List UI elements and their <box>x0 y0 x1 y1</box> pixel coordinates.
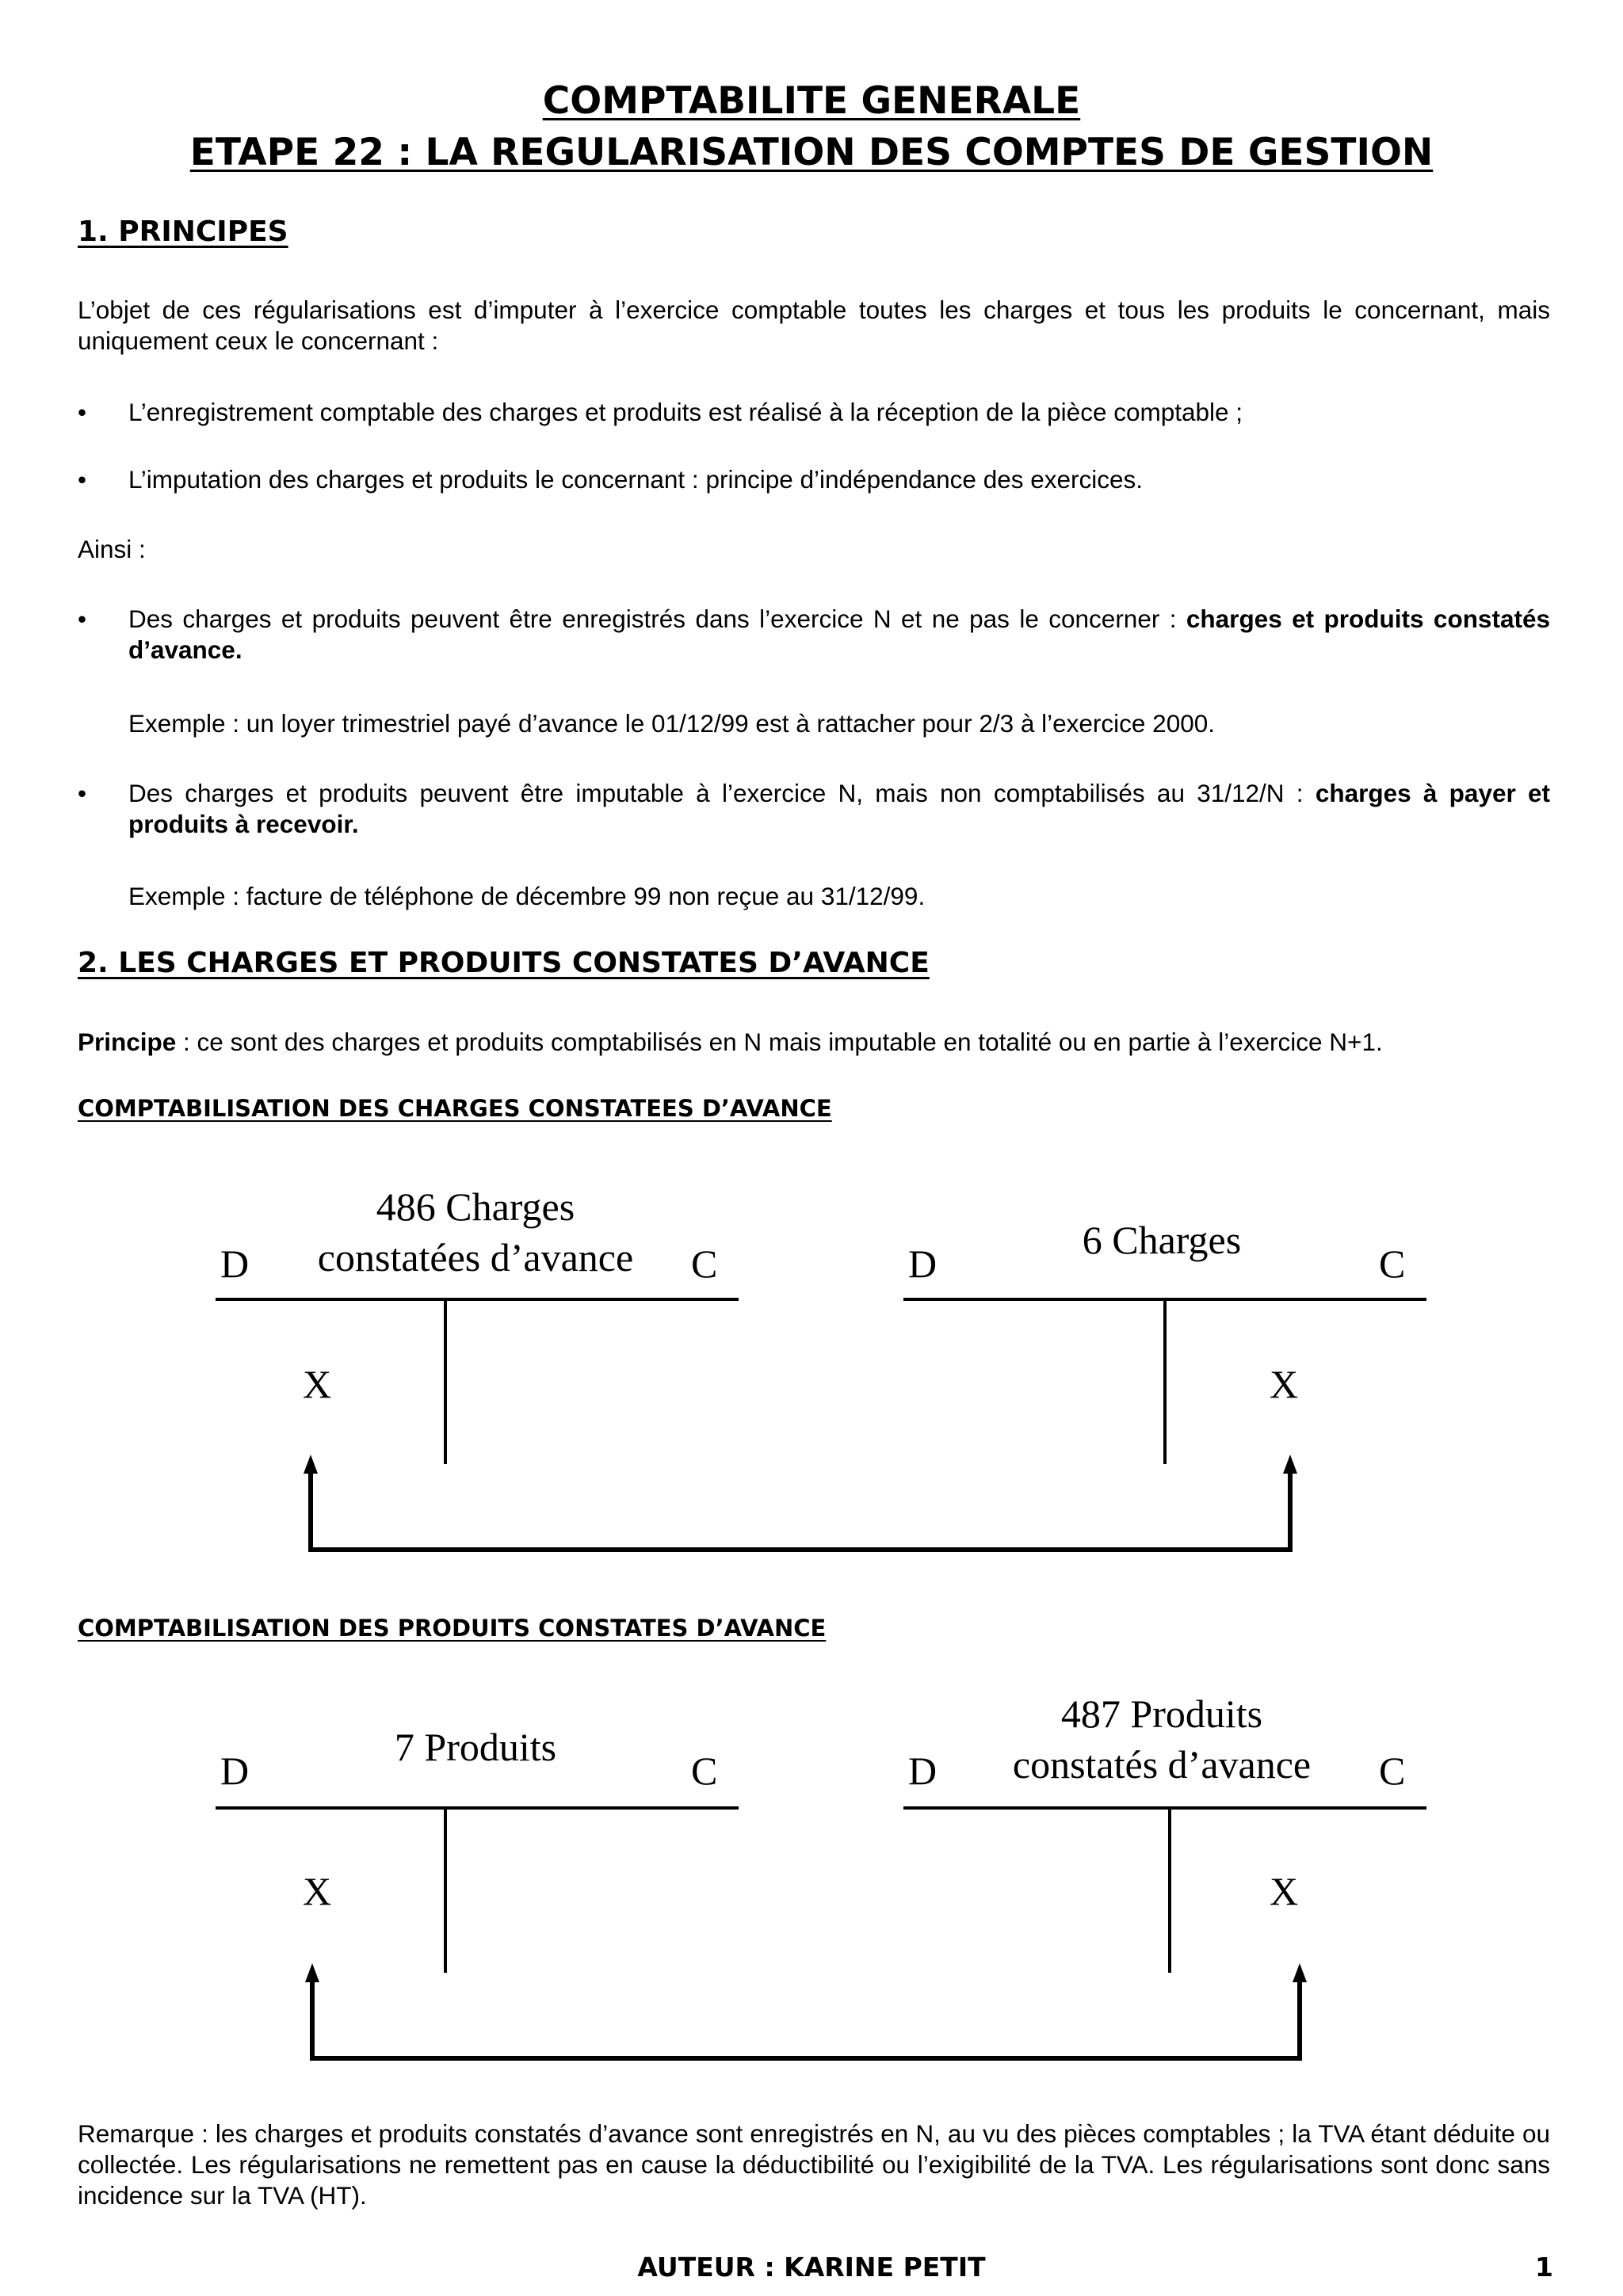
account-486-title-1: 486 Charges <box>376 1184 575 1229</box>
bullet-4-bold: charges à payer et produits à recevoir. <box>128 779 1551 838</box>
bullet-dot: • <box>78 779 87 807</box>
account-6-debit-label: D <box>908 1241 938 1286</box>
t-account-diagram-charges <box>206 1173 1442 1585</box>
account-486-credit-label: C <box>691 1241 718 1286</box>
section-1-heading: 1. PRINCIPES <box>78 215 288 248</box>
bullet-item-4 <box>78 778 1550 840</box>
account-7-debit-label: D <box>220 1749 250 1793</box>
bullet-dot: • <box>78 398 87 426</box>
bullet-item-3 <box>78 604 1550 666</box>
t-account-diagram-produits <box>206 1680 1442 2092</box>
account-486-title-2: constatées d’avance <box>317 1235 634 1280</box>
principe-text: : ce sont des charges et produits comptabilisés en N mais imputable en totalité ou en partie à l’exercice N+1. <box>176 1028 1383 1056</box>
principe-label: Principe <box>78 1028 177 1056</box>
account-486-debit-label: D <box>220 1241 250 1286</box>
account-487-entry: X <box>1270 1869 1299 1913</box>
intro-paragraph: L’objet de ces régularisations est d’imputer à l’exercice comptable toutes les charges et tous les produits le concernant, mais uniquement ceux le concernant : <box>78 296 1550 355</box>
bullet-text: L’enregistrement comptable des charges et produits est réalisé à la réception de la pièce comptable ; <box>128 398 1243 426</box>
title-line-2: ETAPE 22 : LA REGULARISATION DES COMPTES DE GESTION <box>189 131 1434 174</box>
bullet-4-text: Des charges et produits peuvent être imputable à l’exercice N, mais non comptabilisés au 31/12/N : <box>128 779 1316 807</box>
bullet-dot: • <box>78 605 87 633</box>
example-2: Exemple : facture de téléphone de décembre 99 non reçue au 31/12/99. <box>128 882 926 910</box>
account-487-title-1: 487 Produits <box>1060 1691 1263 1736</box>
section-2-heading: 2. LES CHARGES ET PRODUITS CONSTATES D’AVANCE <box>78 947 930 979</box>
arrow-head-right <box>1293 1963 1307 1982</box>
remarque-paragraph: Remarque : les charges et produits constatés d’avance sont enregistrés en N, au vu des pièces comptables ; la TVA étant déduite ou collectée. Les régularisations ne remettent pas en cause la déductibilité ou l’exigibilité de la TVA. Les régularisations sont donc sans incidence sur la TVA (HT). <box>78 2119 1550 2210</box>
account-487-title-2: constatés d’avance <box>1012 1742 1312 1787</box>
ainsi-label: Ainsi : <box>78 535 146 563</box>
title-line-1: COMPTABILITE GENERALE <box>542 79 1081 123</box>
arrow-head-left <box>305 1963 319 1982</box>
subheading-charges: COMPTABILISATION DES CHARGES CONSTATEES D’AVANCE <box>78 1095 832 1122</box>
bullet-dot: • <box>78 465 87 494</box>
bullet-item-1 <box>78 397 1550 428</box>
bullet-3-bold: charges et produits constatés d’avance. <box>128 605 1550 664</box>
principe-paragraph <box>78 1027 1550 1058</box>
footer-page-number: 1 <box>1535 2252 1553 2283</box>
arrow-head-left <box>304 1455 318 1474</box>
account-486-entry: X <box>303 1362 332 1406</box>
subheading-produits: COMPTABILISATION DES PRODUITS CONSTATES D’AVANCE <box>78 1615 827 1642</box>
account-7-entry: X <box>303 1869 332 1913</box>
transfer-arrow-1 <box>311 1472 1290 1550</box>
footer-author: AUTEUR : KARINE PETIT <box>637 2252 986 2283</box>
bullet-text <box>128 604 1550 666</box>
bullet-item-2 <box>78 464 1550 495</box>
account-487-credit-label: C <box>1379 1749 1406 1793</box>
account-6-title: 6 Charges <box>1082 1218 1242 1262</box>
account-487-debit-label: D <box>908 1749 938 1793</box>
transfer-arrow-2 <box>312 1981 1300 2058</box>
account-7-title: 7 Produits <box>394 1725 557 1769</box>
account-6-credit-label: C <box>1379 1241 1406 1286</box>
example-1: Exemple : un loyer trimestriel payé d’avance le 01/12/99 est à rattacher pour 2/3 à l’exercice 2000. <box>128 709 1216 738</box>
account-7-credit-label: C <box>691 1749 718 1793</box>
bullet-3-text: Des charges et produits peuvent être enregistrés dans l’exercice N et ne pas le concerner : <box>128 605 1186 633</box>
arrow-head-right <box>1283 1455 1297 1474</box>
account-6-entry: X <box>1270 1362 1299 1406</box>
bullet-text: L’imputation des charges et produits le concernant : principe d’indépendance des exercices. <box>128 465 1144 494</box>
bullet-text <box>128 778 1550 840</box>
